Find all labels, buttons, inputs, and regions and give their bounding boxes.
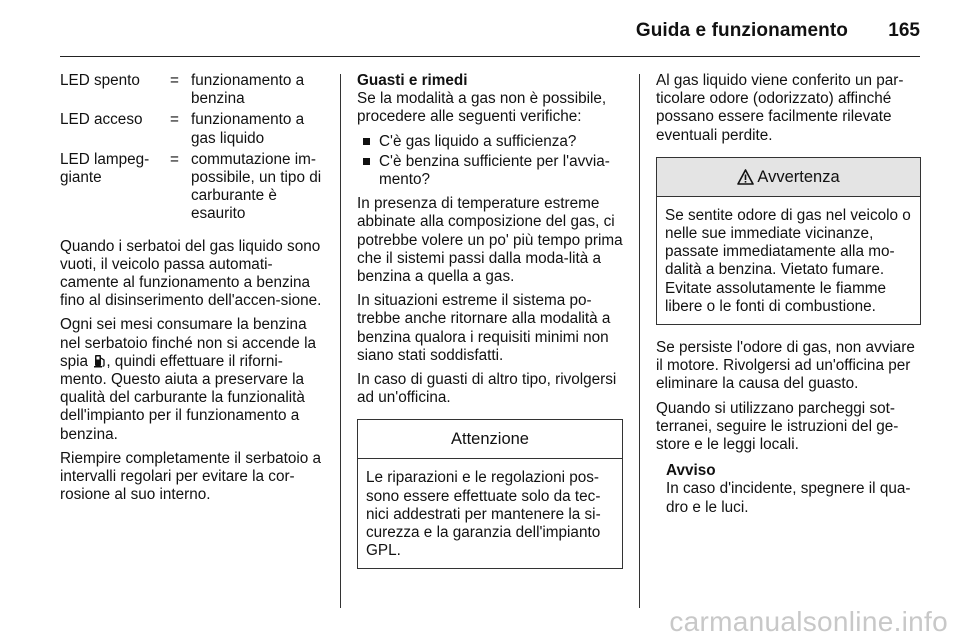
paragraph: [60, 316, 326, 443]
equals-sign: =: [170, 72, 179, 89]
watermark: carmanualsonline.info: [669, 606, 948, 637]
equals-sign: =: [170, 150, 179, 168]
led-meaning: funzionamento a gas liquido: [191, 111, 305, 147]
led-row: [60, 72, 326, 108]
led-status-table: [60, 72, 326, 224]
fuel-warning-lamp-icon: [94, 354, 106, 368]
list-item: C'è gas liquido a sufficienza?: [357, 133, 623, 151]
note-title: Avviso: [666, 462, 716, 480]
note-text: In caso d'incidente, spegnere il qua-dro e le luci.: [666, 480, 911, 516]
column-divider: [340, 74, 341, 608]
section-heading: Guasti e rimedi: [357, 72, 468, 89]
checklist: [357, 133, 623, 190]
list-item: C'è benzina sufficiente per l'avvia-mento?: [357, 153, 623, 189]
paragraph: Riempire completamente il serbatoio a intervalli regolari per evitare la cor-rosione al suo interno.: [60, 449, 322, 504]
led-state: LED acceso: [60, 111, 143, 129]
paragraph: Al gas liquido viene conferito un par-ticolare odore (odorizzato) affinché possano essere facilmente rilevate eventuali perdite.: [656, 72, 904, 144]
paragraph: In situazioni estreme il sistema po-trebbe anche ritornare alla modalità a benzina qualora i requisiti minimi non siano stati soddisfatti.: [357, 292, 611, 364]
paragraph-text: Ogni sei mesi consumare la benzina nel serbatoio finché non si accende la spia: [60, 316, 316, 370]
warning-text: Se sentite odore di gas nel veicolo o nelle sue immediate vicinanze, passate immediatamente alla mo-dalità a benzina. Vietato fumare. Evitate assolutamente le fiamme libere o le fonti di combustione.: [665, 206, 911, 315]
warning-title: Avvertenza: [757, 167, 840, 186]
attention-title: Attenzione: [358, 420, 622, 459]
column-3: [656, 72, 921, 517]
paragraph-text: , quindi effettuare il riforni-mento. Questo aiuta a preservare la qualità del carburante la funzionalità dell'impianto per il funzionamento a benzina.: [60, 352, 305, 443]
paragraph: Se la modalità a gas non è possibile, procedere alle seguenti verifiche:: [357, 90, 607, 126]
paragraph: Se persiste l'odore di gas, non avviare il motore. Rivolgersi ad un'officina per eliminare la causa del guasto.: [656, 339, 915, 393]
note: [656, 462, 921, 517]
led-state: LED spento: [60, 72, 140, 89]
warning-box: [656, 157, 921, 325]
led-state: LED lampeg-giante: [60, 150, 150, 187]
warning-header: [657, 158, 920, 197]
attention-box: [357, 419, 623, 569]
paragraph: In presenza di temperature estreme abbinate alla composizione del gas, ci potrebbe volere un po' più tempo prima che il sistemi passi dalla moda-lità a benzina a quella a gas.: [357, 195, 623, 286]
page-number: 165: [888, 20, 920, 41]
column-2: [357, 72, 623, 583]
paragraph: In caso di guasti di altro tipo, rivolgersi ad un'officina.: [357, 371, 617, 407]
paragraph: Quando i serbatoi del gas liquido sono vuoti, il veicolo passa automati-camente al funzionamento a benzina fino al disinserimento dell'accen-sione.: [60, 237, 322, 310]
equals-sign: =: [170, 111, 179, 129]
led-row: [60, 111, 326, 147]
column-divider: [639, 74, 640, 608]
led-meaning: commutazione im-possibile, un tipo di carburante è esaurito: [191, 150, 322, 223]
led-meaning: funzionamento a benzina: [191, 72, 305, 108]
paragraph: Quando si utilizzano parcheggi sot-terranei, seguire le istruzioni del ge-store e le leggi locali.: [656, 399, 899, 454]
page-header: [60, 0, 920, 57]
column-1: [60, 72, 326, 510]
warning-triangle-icon: [737, 169, 754, 185]
attention-text: Le riparazioni e le regolazioni pos-sono essere effettuate solo da tec-nici addestrati per mantenere la si-curezza e la garanzia dell'impianto GPL.: [366, 469, 601, 560]
page-title: Guida e funzionamento: [635, 20, 848, 41]
led-row: [60, 151, 326, 224]
